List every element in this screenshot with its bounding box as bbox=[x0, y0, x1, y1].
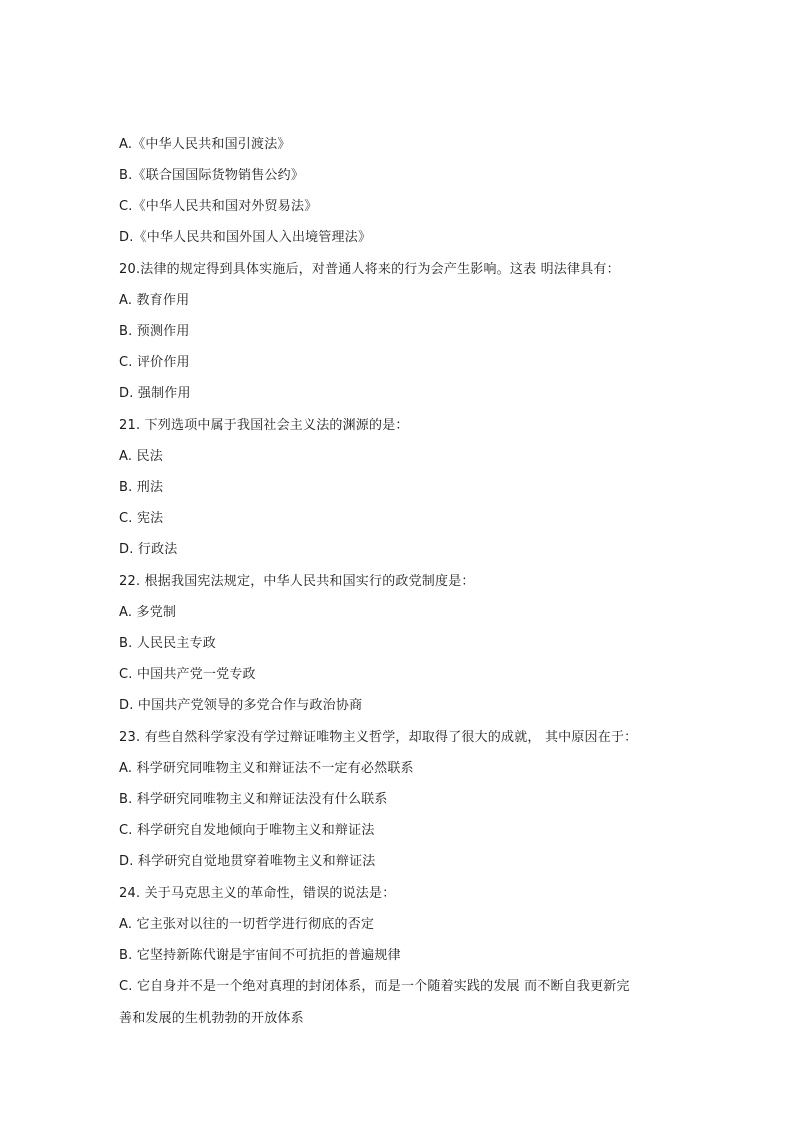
q21-question: 21. 下列选项中属于我国社会主义法的渊源的是： bbox=[119, 418, 409, 433]
q22-question: 22. 根据我国宪法规定，中华人民共和国实行的政党制度是： bbox=[119, 574, 475, 589]
q23-option-b: B. 科学研究同唯物主义和辩证法没有什么联系 bbox=[119, 792, 388, 807]
q23-option-a: A. 科学研究同唯物主义和辩证法不一定有必然联系 bbox=[119, 761, 414, 776]
q23-option-c: C. 科学研究自发地倾向于唯物主义和辩证法 bbox=[119, 823, 375, 838]
q19-option-c: C.《中华人民共和国对外贸易法》 bbox=[119, 199, 318, 214]
q22-option-a: A. 多党制 bbox=[119, 605, 177, 620]
q24-option-c-continued: 善和发展的生机勃勃的开放体系 bbox=[119, 1011, 304, 1026]
q21-option-c: C. 宪法 bbox=[119, 511, 164, 526]
q21-option-a: A. 民法 bbox=[119, 449, 163, 464]
q19-option-d: D.《中华人民共和国外国人入出境管理法》 bbox=[119, 230, 372, 245]
q24-option-a: A. 它主张对以往的一切哲学进行彻底的否定 bbox=[119, 917, 375, 932]
q19-option-b: B.《联合国国际货物销售公约》 bbox=[119, 168, 305, 183]
q24-question: 24. 关于马克思主义的革命性，错误的说法是： bbox=[119, 886, 396, 901]
q22-option-c: C. 中国共产党一党专政 bbox=[119, 667, 256, 682]
q20-option-c: C. 评价作用 bbox=[119, 355, 190, 370]
q24-option-c: C. 它自身并不是一个绝对真理的封闭体系，而是一个随着实践的发展 而不断自我更新完 bbox=[119, 979, 630, 994]
q24-option-b: B. 它坚持新陈代谢是宇宙间不可抗拒的普遍规律 bbox=[119, 948, 401, 963]
q22-option-b: B. 人民民主专政 bbox=[119, 636, 216, 651]
q22-option-d: D. 中国共产党领导的多党合作与政治协商 bbox=[119, 698, 363, 713]
q20-question: 20.法律的规定得到具体实施后，对普通人将来的行为会产生影响。这表 明法律具有： bbox=[119, 262, 620, 277]
q20-option-d: D. 强制作用 bbox=[119, 386, 191, 401]
q20-option-a: A. 教育作用 bbox=[119, 293, 190, 308]
q21-option-d: D. 行政法 bbox=[119, 542, 178, 557]
q23-question: 23. 有些自然科学家没有学过辩证唯物主义哲学，却取得了很大的成就， 其中原因在于： bbox=[119, 730, 638, 745]
q19-option-a: A.《中华人民共和国引渡法》 bbox=[119, 137, 291, 152]
q21-option-b: B. 刑法 bbox=[119, 480, 164, 495]
q20-option-b: B. 预测作用 bbox=[119, 324, 190, 339]
q23-option-d: D. 科学研究自觉地贯穿着唯物主义和辩证法 bbox=[119, 854, 376, 869]
